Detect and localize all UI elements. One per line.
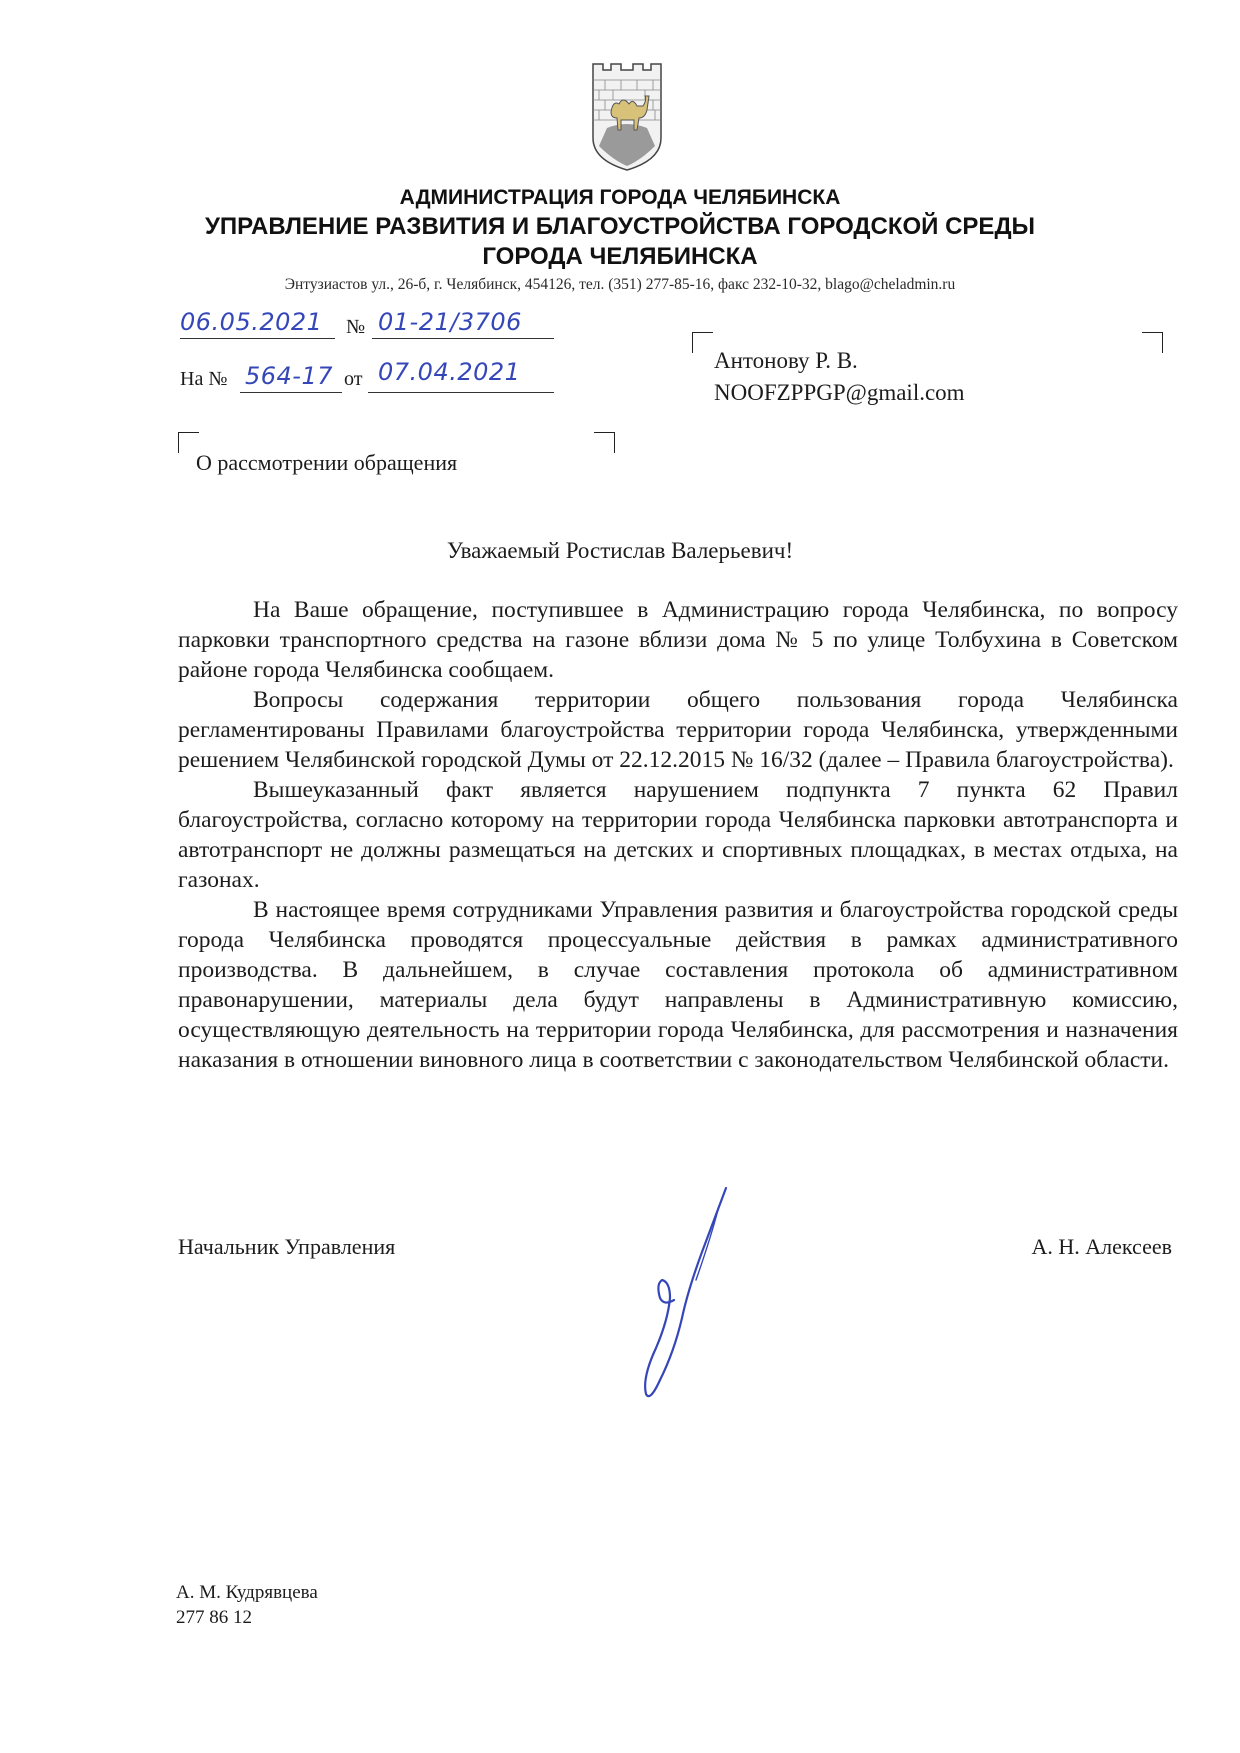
body-paragraph: В настоящее время сотрудниками Управления развития и благоустройства городской среды города Челябинска проводятся процессуальные действия в рамках административного производства. В дальнейшем, в случае составления протокола об административном правонарушении, материалы дела будут направлены в Административную комиссию, осуществляющую деятельность на территории города Челябинска, для рассмотрения и назначения наказания в отношении виновного лица в соответствии с законодательством Челябинской области.: [178, 897, 1178, 1073]
coat-of-arms-icon: [589, 60, 665, 172]
outgoing-date-line: [180, 338, 335, 339]
reference-number-line: [240, 392, 342, 393]
recipient-bracket-left: [692, 332, 713, 353]
organization-address: Энтузиастов ул., 26-б, г. Челябинск, 454126, тел. (351) 277-85-16, факс 232-10-32, blago@cheladmin.ru: [284, 276, 956, 293]
letter-subject: О рассмотрении обращения: [196, 450, 458, 475]
reference-from-label: от: [344, 368, 363, 390]
body-paragraph: Вышеуказанный факт является нарушением подпункта 7 пункта 62 Правил благоустройства, согласно которому на территории города Челябинска парковки автотранспорта и автотранспорт не должны размещаться на детских и спортивных площадках, в местах отдыха, на газонах.: [178, 777, 1178, 893]
reference-number: 564-17: [245, 362, 334, 390]
organization-parent-title: АДМИНИСТРАЦИЯ ГОРОДА ЧЕЛЯБИНСКА: [399, 186, 841, 209]
outgoing-number-line: [372, 338, 554, 339]
executor-name: А. М. Кудрявцева: [176, 1582, 318, 1603]
body-paragraph: Вопросы содержания территории общего пользования города Челябинска регламентированы Правилами благоустройства территории города Челябинска, утвержденными решением Челябинской городской Думы от 22.12.2015 № 16/32 (далее – Правила благоустройства).: [178, 687, 1178, 773]
executor-phone: 277 86 12: [176, 1607, 252, 1628]
signatory-name: А. Н. Алексеев: [1031, 1234, 1172, 1259]
executor-block: [176, 1580, 318, 1630]
signatory-position: Начальник Управления: [178, 1234, 396, 1259]
organization-title-city: ГОРОДА ЧЕЛЯБИНСКА: [482, 243, 758, 270]
subject-bracket-right: [594, 432, 615, 453]
reference-date: 07.04.2021: [378, 358, 521, 386]
organization-title: УПРАВЛЕНИЕ РАЗВИТИЯ И БЛАГОУСТРОЙСТВА ГОРОДСКОЙ СРЕДЫ: [204, 213, 1036, 240]
recipient-email: NOOFZPPGP@gmail.com: [714, 380, 965, 405]
recipient-name: Антонову Р. В.: [714, 348, 858, 373]
outgoing-date: 06.05.2021: [180, 308, 323, 336]
body-paragraph: На Ваше обращение, поступившее в Администрацию города Челябинска, по вопросу парковки транспортного средства на газоне вблизи дома № 5 по улице Толбухина в Советском районе города Челябинска сообщаем.: [178, 597, 1178, 683]
reference-date-line: [368, 392, 554, 393]
handwritten-signature: [630, 1180, 740, 1420]
letter-body: [178, 595, 1178, 1075]
outgoing-number: 01-21/3706: [378, 308, 522, 336]
salutation: Уважаемый Ростислав Валерьевич!: [446, 538, 794, 563]
reference-number-label: На №: [180, 368, 228, 390]
outgoing-number-label: №: [346, 316, 366, 338]
recipient-bracket-right: [1142, 332, 1163, 353]
